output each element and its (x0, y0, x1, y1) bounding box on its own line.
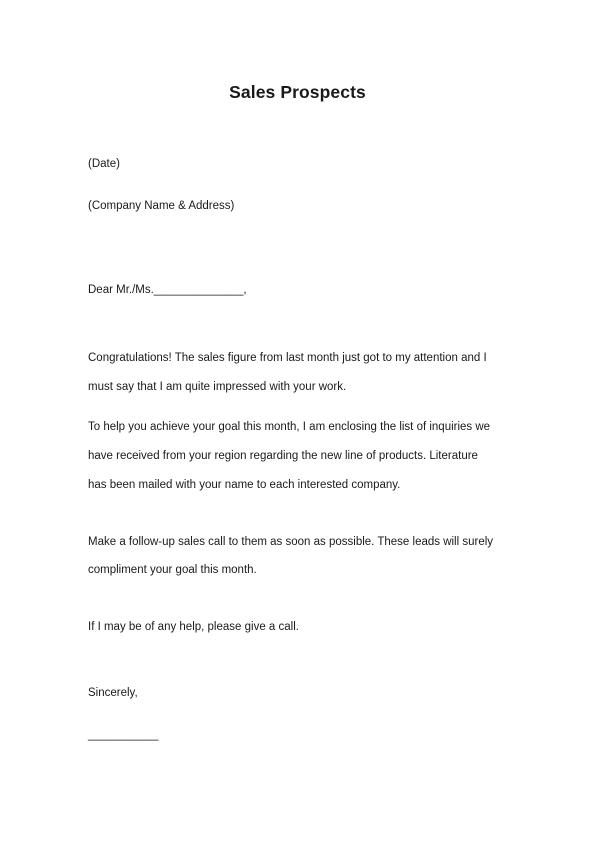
paragraph-4-line-1: If I may be of any help, please give a call. (88, 621, 299, 633)
salutation: Dear Mr./Ms.______________, (88, 284, 247, 296)
paragraph-1-line-2: must say that I am quite impressed with your work. (88, 381, 347, 393)
closing: Sincerely, (88, 687, 138, 699)
date-placeholder: (Date) (88, 158, 120, 170)
letter-title: Sales Prospects (229, 82, 366, 102)
paragraph-3-line-2: compliment your goal this month. (88, 564, 257, 576)
paragraph-1-line-1: Congratulations! The sales figure from last month just got to my attention and I (88, 352, 487, 364)
paragraph-2-line-3: has been mailed with your name to each interested company. (88, 479, 401, 491)
paragraph-2-line-1: To help you achieve your goal this month, I am enclosing the list of inquiries we (88, 421, 491, 433)
paragraph-2-line-2: have received from your region regarding the new line of products. Literature (88, 450, 478, 462)
company-placeholder: (Company Name & Address) (88, 200, 235, 212)
paragraph-3-line-1: Make a follow-up sales call to them as soon as possible. These leads will surely (88, 536, 494, 548)
signature-line: ___________ (88, 729, 159, 741)
